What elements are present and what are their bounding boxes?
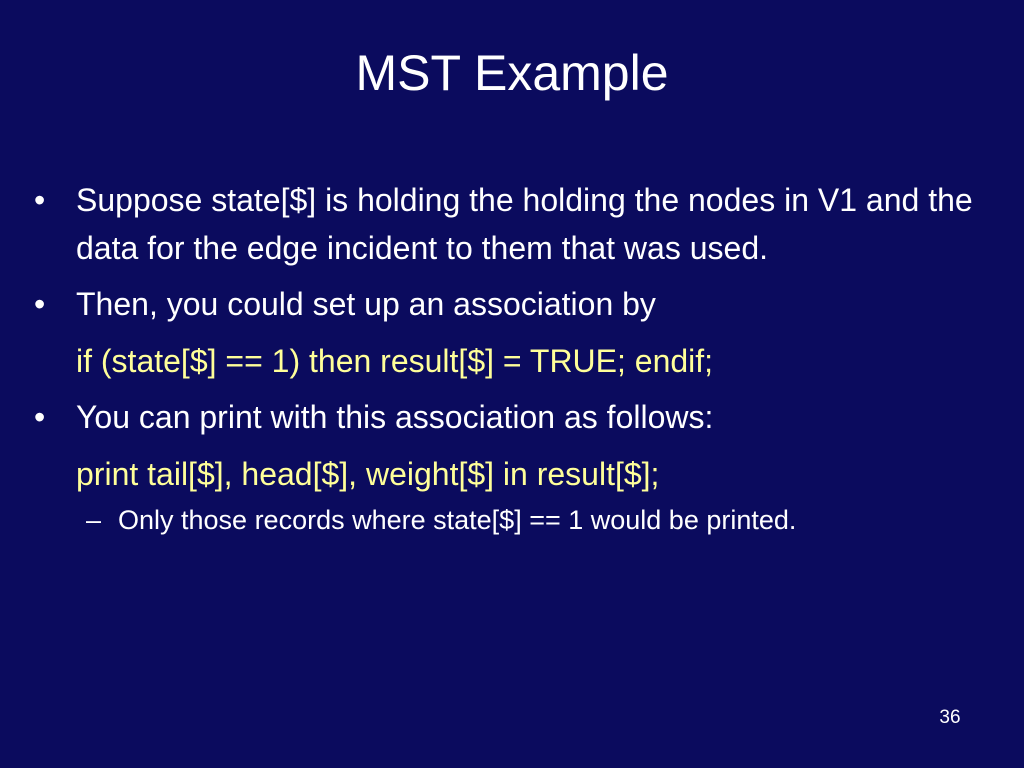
bullet-text: Then, you could set up an association by <box>76 286 656 322</box>
code-line-association: if (state[$] == 1) then result[$] = TRUE; endif; <box>76 343 714 379</box>
sub-bullet-item <box>34 500 1004 540</box>
bullet-item-3 <box>34 393 1004 441</box>
code-line-print: print tail[$], head[$], weight[$] in result[$]; <box>76 456 660 492</box>
bullet-text: You can print with this association as follows: <box>76 399 714 435</box>
sub-bullet-marker: – <box>86 505 102 535</box>
page-number: 36 <box>939 707 961 728</box>
slide-body <box>34 176 1004 540</box>
bullet-item-1 <box>34 176 1004 272</box>
sub-bullet-text: Only those records where state[$] == 1 would be printed. <box>118 505 797 535</box>
slide-title: MST Example <box>355 45 669 101</box>
bullet-marker: • <box>34 182 46 218</box>
bullet-marker: • <box>34 286 46 322</box>
bullet-marker: • <box>34 399 46 435</box>
bullet-text: Suppose state[$] is holding the holding the nodes in V1 and the data for the edge incident to them that was used. <box>76 182 973 266</box>
bullet-item-2 <box>34 280 1004 328</box>
